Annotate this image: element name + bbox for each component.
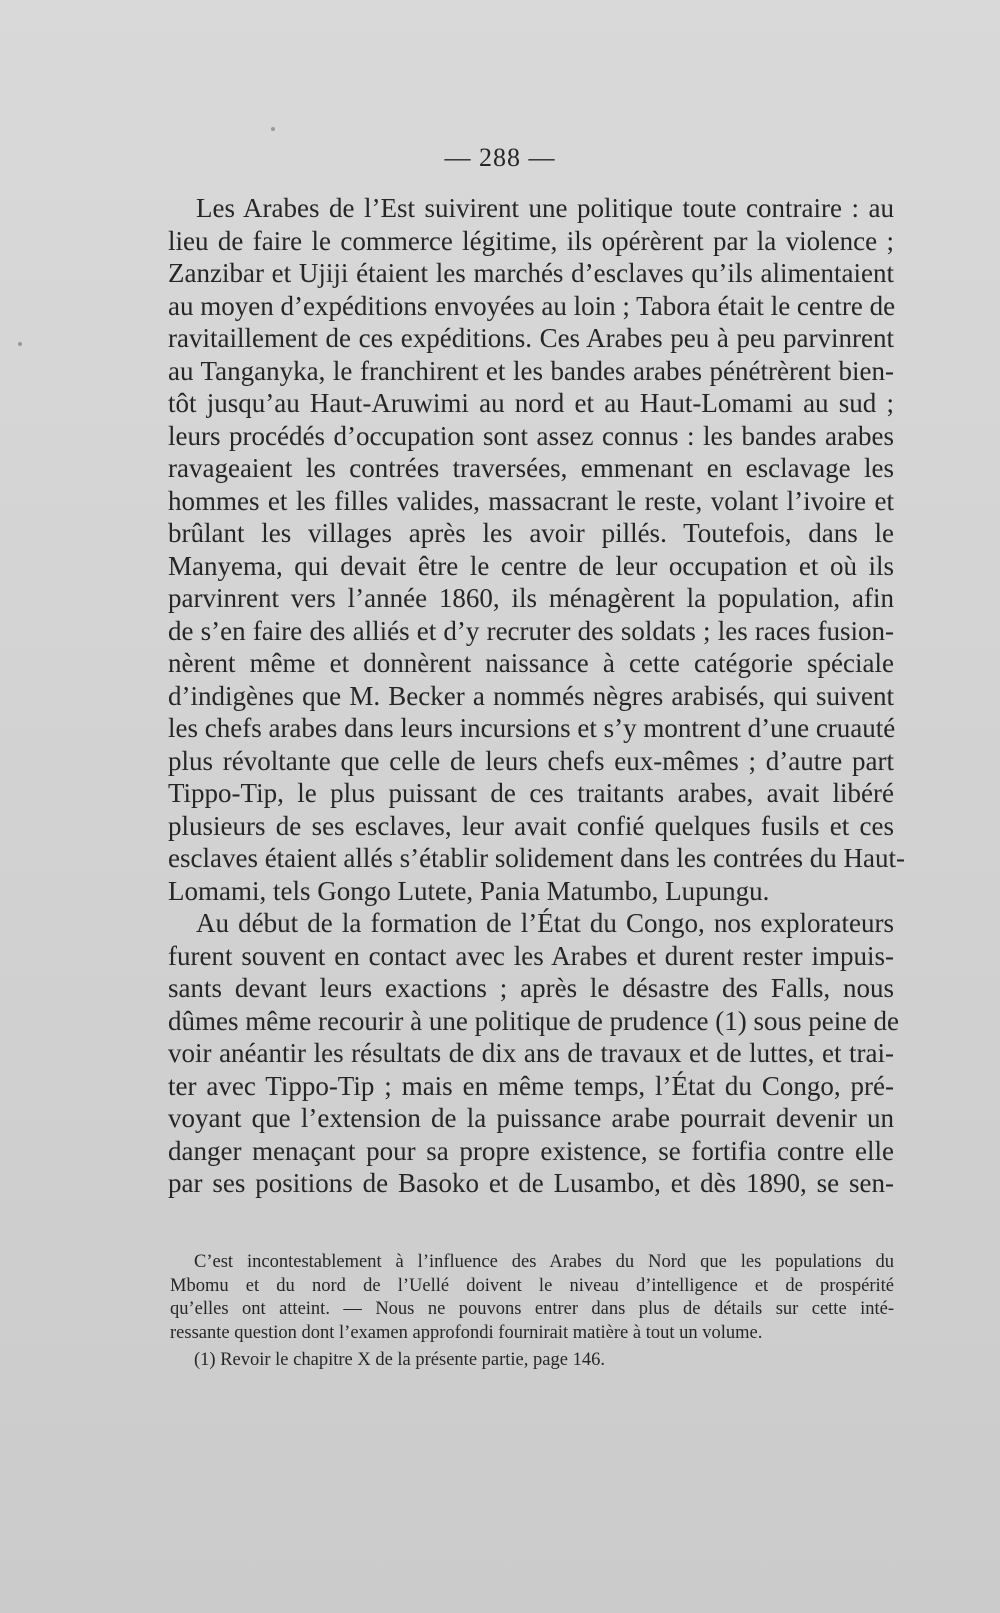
page-number: — 288 — <box>444 143 556 172</box>
text-line: plus révoltante que celle de leurs chefs eux-mêmes ; d’autre part <box>168 745 894 776</box>
text-line: nèrent même et donnèrent naissance à cette catégorie spéciale <box>168 648 894 678</box>
text-line: esclaves étaient allés s’établir solidement dans les contrées du Haut- <box>168 843 905 873</box>
text-line: Au début de la formation de l’État du Congo, nos explorateurs <box>196 908 894 938</box>
text-line: d’indigènes que M. Becker a nommés nègres arabisés, qui suivent <box>168 680 894 711</box>
text-line: de s’en faire des alliés et d’y recruter des soldats ; les races fusion- <box>168 615 894 646</box>
footnote-line: C’est incontestablement à l’influence des Arabes du Nord que les populations du <box>194 1252 894 1272</box>
text-line: parvinrent vers l’année 1860, ils ménagèrent la population, afin <box>168 583 894 613</box>
text-line: les chefs arabes dans leurs incursions et s’y montrent d’une cruauté <box>168 713 896 743</box>
text-line: lieu de faire le commerce légitime, ils opérèrent par la violence ; <box>168 225 894 256</box>
text-line: Lomami, tels Gongo Lutete, Pania Matumbo, Lupungu. <box>168 875 770 906</box>
text-line: ravitaillement de ces expéditions. Ces Arabes peu à peu parvinrent <box>168 323 894 353</box>
paper-speck <box>18 342 22 346</box>
footnote-line: ressante question dont l’examen approfondi fournirait matière à tout un volume. <box>170 1322 763 1343</box>
text-line: furent souvent en contact avec les Arabes et durent rester impuis- <box>168 940 894 971</box>
text-line: hommes et les filles valides, massacrant le reste, volant l’ivoire et <box>168 485 894 516</box>
text-line: ter avec Tippo-Tip ; mais en même temps, l’État du Congo, pré- <box>168 1070 894 1101</box>
text-line: Manyema, qui devait être le centre de leur occupation et où ils <box>168 550 894 581</box>
text-line: au moyen d’expéditions envoyées au loin ; Tabora était le centre de <box>168 290 896 321</box>
text-line: par ses positions de Basoko et de Lusambo, et dès 1890, se sen- <box>168 1168 894 1198</box>
text-line: Tippo-Tip, le plus puissant de ces traitants arabes, avait libéré <box>168 778 894 808</box>
main-text <box>168 192 905 1200</box>
paper-speck <box>271 127 275 131</box>
text-line: danger menaçant pour sa propre existence, se fortifia contre elle <box>168 1135 894 1166</box>
text-line: leurs procédés d’occupation sont assez connus : les bandes arabes <box>168 420 894 451</box>
text-line: voir anéantir les résultats de dix ans de travaux et de luttes, et trai- <box>168 1038 894 1068</box>
text-line: dûmes même recourir à une politique de prudence (1) sous peine de <box>168 1005 899 1036</box>
text-line: ravageaient les contrées traversées, emmenant en esclavage les <box>168 453 894 483</box>
text-line: au Tanganyka, le franchirent et les bandes arabes pénétrèrent bien- <box>168 355 894 386</box>
text-line: brûlant les villages après les avoir pillés. Toutefois, dans le <box>168 518 894 548</box>
text-line: plusieurs de ses esclaves, leur avait confié quelques fusils et ces <box>168 810 894 841</box>
text-line: tôt jusqu’au Haut-Aruwimi au nord et au Haut-Lomami au sud ; <box>168 388 894 418</box>
footnote-reference: (1) Revoir le chapitre X de la présente partie, page 146. <box>194 1350 605 1370</box>
footnote-line: qu’elles ont atteint. — Nous ne pouvons entrer dans plus de détails sur cette inté- <box>170 1299 894 1319</box>
text-line: Les Arabes de l’Est suivirent une politique toute contraire : au <box>196 193 894 223</box>
text-line: voyant que l’extension de la puissance arabe pourrait devenir un <box>168 1103 894 1133</box>
footnote-line: Mbomu et du nord de l’Uellé doivent le niveau d’intelligence et de prospérité <box>170 1275 894 1296</box>
text-line: sants devant leurs exactions ; après le désastre des Falls, nous <box>168 973 894 1003</box>
footnotes <box>170 1251 894 1373</box>
text-line: Zanzibar et Ujiji étaient les marchés d’esclaves qu’ils alimentaient <box>168 258 894 288</box>
